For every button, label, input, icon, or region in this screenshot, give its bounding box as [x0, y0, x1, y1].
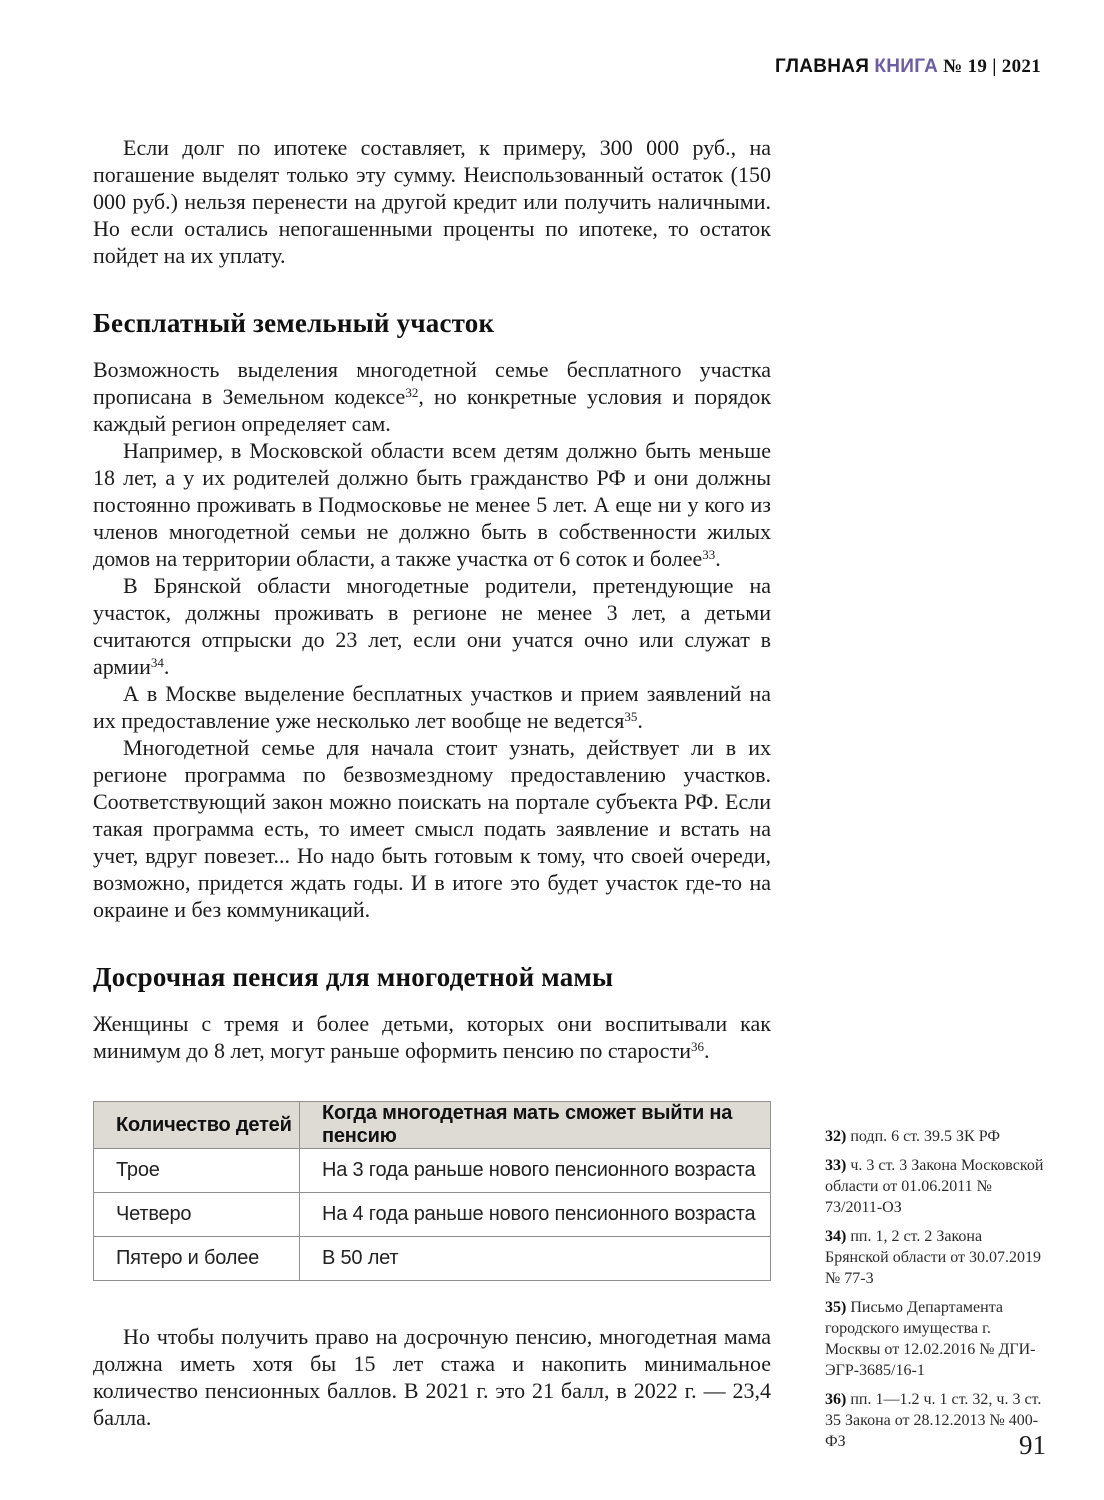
closing-paragraphs — [93, 1323, 771, 1431]
table-header-row — [94, 1102, 771, 1149]
footnote — [825, 1297, 1047, 1381]
footnote-reference: 35 — [624, 709, 638, 724]
section-land-paragraphs — [93, 356, 771, 923]
footnote-number: 35) — [825, 1299, 851, 1316]
pension-table-wrap — [93, 1101, 771, 1281]
paragraph: А в Москве выделение бесплатных участков и прием заявлений на их предоставление уже несколько лет вообще не ведется$^{35}$. — [93, 681, 771, 733]
paragraph: Например, в Московской области всем детям должно быть меньше 18 лет, а у их родителей должно быть гражданство РФ и они должны постоянно проживать в Подмосковье не менее 5 лет. А еще ни у кого из членов многодетной семьи не должно быть в собственности жилых домов на территории области, а также участка от 6 соток и более$^{33}$. — [93, 438, 771, 571]
brand-name-part1: ГЛАВНАЯ — [774, 56, 870, 77]
footnotes-sidebar — [825, 1126, 1047, 1460]
footnote-text: пп. 1—1.2 ч. 1 ст. 32, ч. 3 ст. 35 Закона от 28.12.2013 № 400-ФЗ — [825, 1391, 1042, 1450]
footnote — [825, 1226, 1047, 1289]
paragraph: Женщины с тремя и более детьми, которых они воспитывали как минимум до 8 лет, могут раньше оформить пенсию по старости$^{36}$. — [93, 1011, 771, 1063]
footnote-number: 33) — [825, 1157, 851, 1174]
paragraph: В Брянской области многодетные родители, претендующие на участок, должны проживать в регионе не менее 3 лет, а детьми считаются отпрыски до 23 лет, если они учатся очно или служат в армии$^{34}$. — [93, 573, 771, 679]
paragraph: Но чтобы получить право на досрочную пенсию, многодетная мама должна иметь хотя бы 15 лет стажа и накопить минимальное количество пенсионных баллов. В 2021 г. это 21 балл, в 2022 г. — 23,4 балла. — [93, 1324, 771, 1430]
table-row — [94, 1193, 771, 1237]
intro-paragraphs — [93, 134, 771, 269]
section-pension-paragraphs — [93, 1010, 771, 1064]
table-row — [94, 1149, 771, 1193]
issue-number: № 19 | 2021 — [943, 56, 1041, 77]
paragraph: Многодетной семье для начала стоит узнать, действует ли в их регионе программа по безвозмездному предоставлению участков. Соответствующий закон можно поискать на портале субъекта РФ. Если такая программа есть, то имеет смысл подать заявление и встать на учет, вдруг повезет... Но надо быть готовым к тому, что своей очереди, возможно, придется ждать годы. И в итоге это будет участок где-то на окраине и без коммуникаций. — [93, 735, 771, 922]
footnote-number: 36) — [825, 1391, 851, 1408]
table-header-retirement-age: Когда многодетная мать сможет выйти на пенсию — [300, 1102, 771, 1149]
table-cell: На 4 года раньше нового пенсионного возраста — [300, 1193, 771, 1237]
table-body — [94, 1149, 771, 1281]
table-cell: На 3 года раньше нового пенсионного возраста — [300, 1149, 771, 1193]
footnote-reference: 34 — [150, 655, 164, 670]
table-cell: Пятеро и более — [94, 1237, 300, 1281]
footnote-reference: 32 — [405, 385, 419, 400]
brand-name-part2: КНИГА — [874, 56, 939, 77]
footnote-reference: 33 — [702, 547, 716, 562]
table-row — [94, 1237, 771, 1281]
main-text-column — [93, 0, 771, 1431]
section-title-land: Бесплатный земельный участок — [93, 308, 495, 338]
footnote-number: 32) — [825, 1128, 851, 1145]
page-number: 91 — [1019, 1430, 1046, 1460]
footnote-reference: 36 — [690, 1039, 704, 1054]
paragraph: Если долг по ипотеке составляет, к примеру, 300 000 руб., на погашение выделят только эту сумму. Неиспользованный остаток (150 000 руб.) нельзя перенести на другой кредит или получить наличными. Но если остались непогашенными проценты по ипотеке, то остаток пойдет на их уплату. — [93, 135, 771, 268]
paragraph: Возможность выделения многодетной семье бесплатного участка прописана в Земельном кодексе$^{32}$, но конкретные условия и порядок каждый регион определяет сам. — [93, 357, 772, 436]
footnote — [825, 1155, 1047, 1218]
table-cell: Четверо — [94, 1193, 300, 1237]
footnote-text: пп. 1, 2 ст. 2 Закона Брянской области от 30.07.2019 № 77-3 — [825, 1228, 1041, 1287]
pension-table — [93, 1101, 771, 1281]
running-head — [775, 56, 1041, 78]
footnote-number: 34) — [825, 1228, 851, 1245]
footnote — [825, 1389, 1047, 1452]
footnote-text: ч. 3 ст. 3 Закона Московской области от 01.06.2011 № 73/2011-ОЗ — [825, 1157, 1044, 1216]
footnote-text: Письмо Департамента городского имущества г. Москвы от 12.02.2016 № ДГИ-ЭГР-3685/16-1 — [825, 1299, 1036, 1379]
footnote-text: подп. 6 ст. 39.5 ЗК РФ — [850, 1128, 1000, 1145]
table-cell: В 50 лет — [300, 1237, 771, 1281]
table-header-children-count: Количество детей — [94, 1102, 300, 1149]
footnote — [825, 1126, 1047, 1147]
section-title-pension: Досрочная пенсия для многодетной мамы — [93, 962, 614, 992]
table-cell: Трое — [94, 1149, 300, 1193]
